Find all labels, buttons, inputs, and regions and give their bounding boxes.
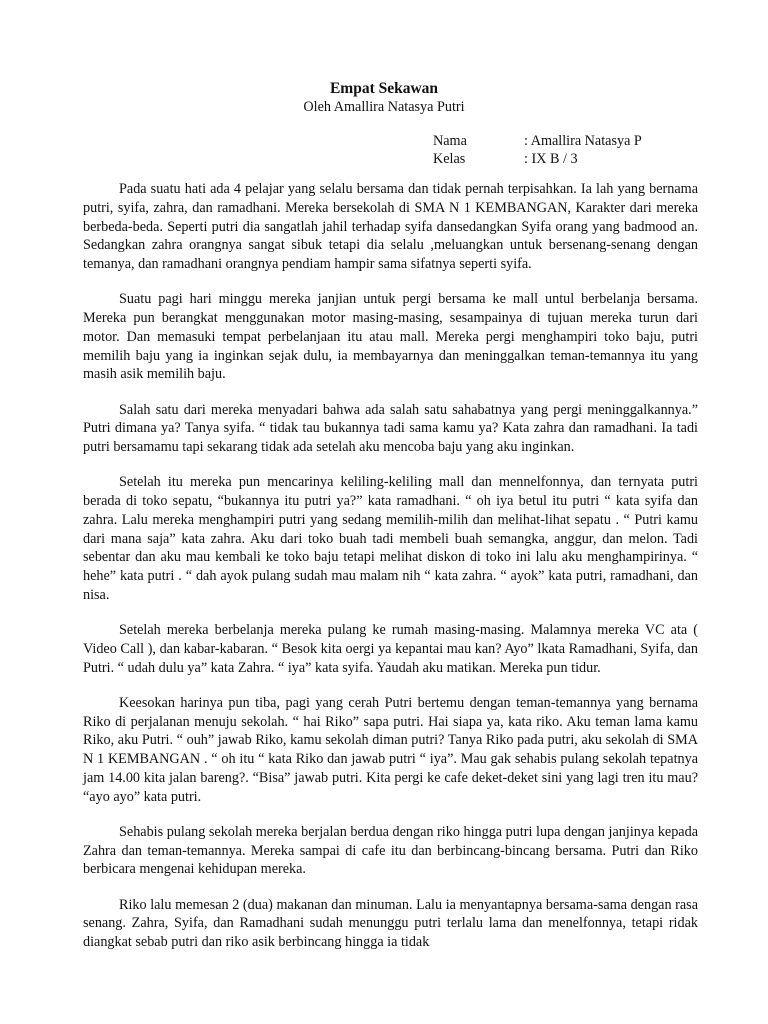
identity-class-row: [433, 150, 693, 168]
paragraph-7: Sehabis pulang sekolah mereka berjalan berdua dengan riko hingga putri lupa dengan janjinya kepada Zahra dan teman-temannya. Mereka sampai di cafe itu dan berbincang-bincang bersama. Putri dan Riko berbicara mengenai kehidupan mereka.: [83, 823, 698, 878]
story-title: Empat Sekawan: [329, 80, 439, 97]
story-body: [83, 180, 698, 968]
paragraph-6: Keesokan harinya pun tiba, pagi yang cerah Putri bertemu dengan teman-temannya yang bernama Riko di perjalanan menuju sekolah. “ hai Riko” sapa putri. Hai siapa ya, kata riko. Aku teman lama kamu Riko, aku Putri. “ ouh” jawab Riko, kamu sekolah diman putri? Tanya Riko pada putri, aku sekolah di SMA N 1 KEMBANGAN . “ oh itu “ kata Riko dan jawab putri “ iya”. Mau gak sehabis pulang sekolah tepatnya jam 14.00 kita jalan bareng?. “Bisa” jawab putri. Kita pergi ke cafe deket-deket sini yang lagi tren itu mau? “ayo ayo” kata putri.: [83, 694, 698, 805]
identity-name-row: [433, 132, 693, 150]
paragraph-8: Riko lalu memesan 2 (dua) makanan dan minuman. Lalu ia menyantapnya bersama-sama dengan rasa senang. Zahra, Syifa, dan Ramadhani sudah menunggu putri terlalu lama dan menelfonnya, tetapi ridak diangkat sebab putri dan riko asik berbincang hingga ia tidak: [83, 896, 698, 950]
class-value: : IX B / 3: [524, 151, 578, 167]
paragraph-4: Setelah itu mereka pun mencarinya keliling-keliling mall dan mennelfonnya, dan ternyata putri berada di toko sepatu, “bukannya itu putri ya?” kata ramadhani. “ oh iya betul itu putri “ kata syifa dan zahra. Lalu mereka menghampiri putri yang sedang memilih-milih dan melihat-lihat sepatu . “ Putri kamu dari mana saja” kata zahra. Aku dari toko buah tadi membeli buah semangka, anggur, dan melon. Tadi sebentar dan aku mau kembali ke toko baju tetapi melihat diskon di toko ini lalu aku menghampirinya. “ hehe” kata putri . “ dah ayok pulang sudah mau malam nih “ kata zahra. “ ayok” kata putri, ramadhani, dan nisa.: [83, 474, 698, 603]
name-value: : Amallira Natasya P: [524, 133, 642, 149]
paragraph-5: Setelah mereka berbelanja mereka pulang ke rumah masing-masing. Malamnya mereka VC ata ( Video Call ), dan kabar-kabaran. “ Besok kita oergi ya kepantai mau kan? Ayo” lkata Ramadhani, Syifa, dan Putri. “ udah dulu ya” kata Zahra. “ iya” kata syifa. Yaudah aku matikan. Mereka pun tidur.: [83, 622, 698, 676]
name-label: Nama: [433, 133, 467, 149]
paragraph-1: Pada suatu hati ada 4 pelajar yang selalu bersama dan tidak pernah terpisahkan. Ia lah yang bernama putri, syifa, zahra, dan ramadhani. Mereka bersekolah di SMA N 1 KEMBANGAN, Karakter dari mereka berbeda-beda. Seperti putri dia sangatlah jahil terhadap syifa dansedangkan Syifa orang yang badmood an. Sedangkan zahra orangnya sangat sibuk tetapi dia selalu ,meluangkan untuk bersenang-senang dengan temanya, dan ramadhani orangnya pendiam hampir sama sifatnya seperti syifa.: [83, 181, 698, 272]
paragraph-3: Salah satu dari mereka menyadari bahwa ada salah satu sahabatnya yang pergi meninggalkannya.” Putri dimana ya? Tanya syifa. “ tidak tau bukannya tadi sama kamu ya? Kata zahra dan ramadhani. Ia tadi putri bersamamu tapi sekarang tidak ada setelah aku mencoba baju yang aku inginkan.: [83, 401, 698, 455]
author-line: Oleh Amallira Natasya Putri: [303, 99, 465, 115]
paragraph-2: Suatu pagi hari minggu mereka janjian untuk pergi bersama ke mall untul berbelanja bersama. Mereka pun berangkat menggunakan motor masing-masing, sesampainya di tujuan mereka turun dari motor. Dan memasuki tempat perbelanjaan itu atau mall. Mereka pergi menghampiri toko baju, putri memilih baju yang ia inginkan sejak dulu, ia membayarnya dan meninggalkan teman-temannya itu yang masih asik memilih baju.: [83, 291, 698, 383]
class-label: Kelas: [433, 151, 466, 167]
